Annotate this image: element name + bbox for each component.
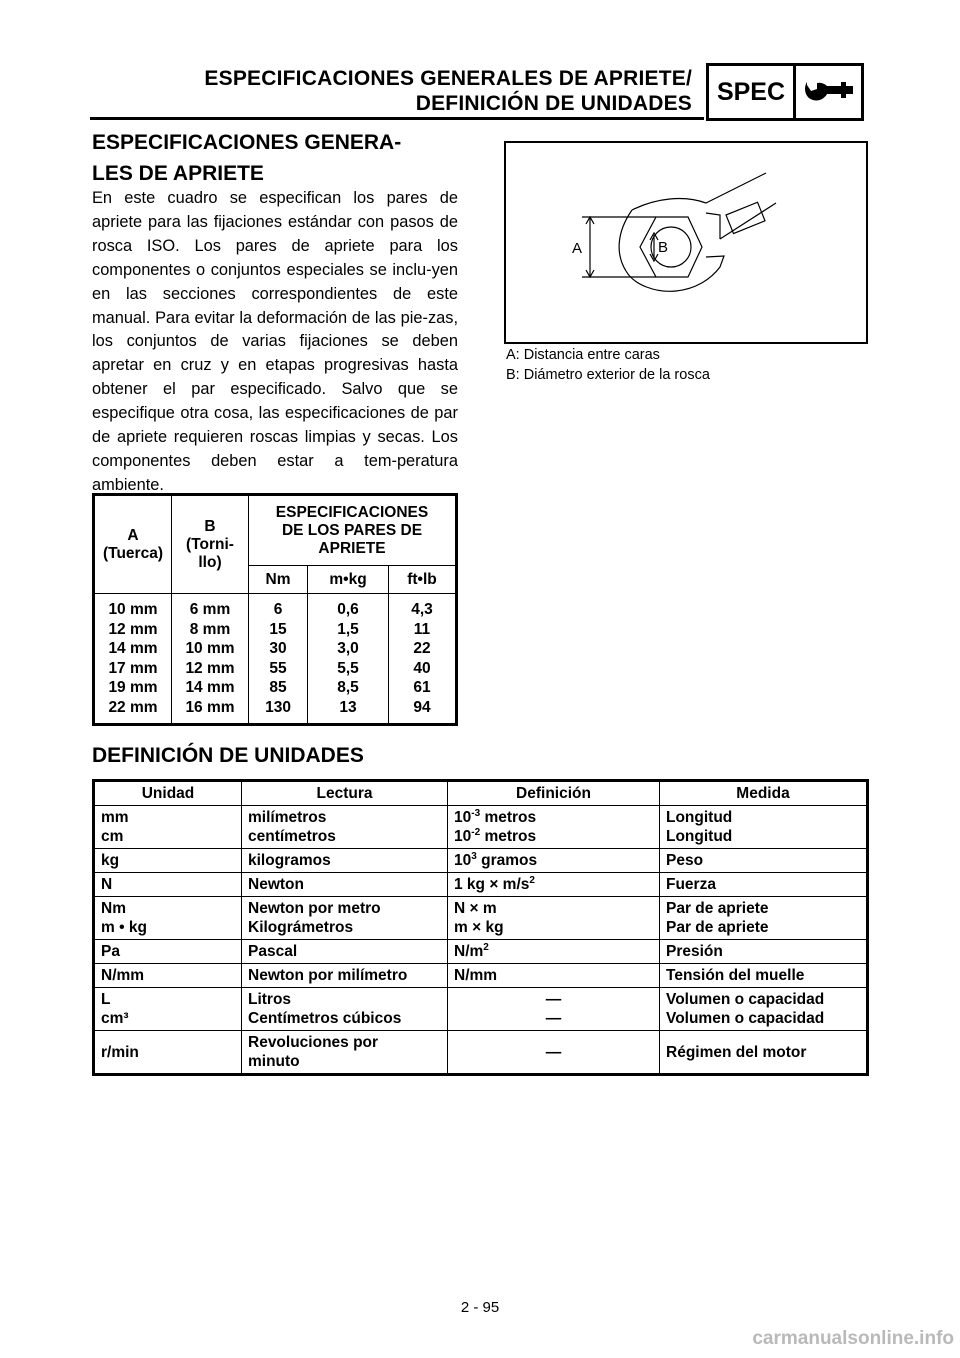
cell-text: 10 <box>454 809 472 826</box>
units-table <box>92 779 869 1076</box>
table-cell: Presión <box>660 940 868 964</box>
table-cell <box>448 873 660 897</box>
table-cell: — <box>448 1031 660 1075</box>
table-cell: 16 mm <box>185 698 235 716</box>
figure-label-b: B <box>658 239 669 256</box>
table-cell <box>94 988 242 1031</box>
table-cell: 22 mm <box>108 698 158 716</box>
table-cell: 12 mm <box>108 620 158 638</box>
table-row <box>94 897 868 940</box>
figure-label-a: A <box>572 240 583 257</box>
cell-line: N × m <box>454 900 497 917</box>
table-cell: 10 mm <box>185 640 235 657</box>
col-a-values <box>94 594 172 725</box>
cell-line: L <box>101 991 111 1008</box>
table-cell <box>660 806 868 849</box>
wrench-icon <box>796 66 861 118</box>
table-cell: 12 mm <box>185 659 235 677</box>
table-cell: kilogramos <box>242 849 448 873</box>
table-cell: 130 <box>265 698 291 716</box>
table-cell: 1,5 <box>337 620 359 638</box>
table-cell: Newton por milímetro <box>242 964 448 988</box>
group-header-line3: APRIETE <box>318 539 386 557</box>
units-header-definicion: Definición <box>448 781 660 806</box>
table-cell: 5,5 <box>337 659 359 677</box>
table-cell: 30 <box>269 640 287 657</box>
superscript: -3 <box>471 807 481 819</box>
table-cell: 22 <box>413 640 431 657</box>
cell-text: N/m <box>454 943 484 960</box>
table-cell: 8,5 <box>337 679 359 696</box>
table-cell: 14 mm <box>108 640 158 657</box>
cell-line: Revoluciones por <box>248 1034 379 1051</box>
cell-line: Volumen o capacidad <box>666 991 825 1008</box>
table-row <box>94 940 868 964</box>
table-cell: 13 <box>339 698 357 716</box>
units-header-medida: Medida <box>660 781 868 806</box>
page-number: 2 - 95 <box>460 1299 500 1316</box>
table-cell: 6 mm <box>189 601 231 618</box>
col-ftlb-values <box>388 594 456 725</box>
cell-text: 1 kg × m/s <box>454 876 530 893</box>
torque-header-b <box>172 495 249 594</box>
table-row <box>94 1031 868 1075</box>
group-header-line2: DE LOS PARES DE <box>281 521 423 539</box>
cell-line: mm <box>101 809 129 826</box>
spec-label: SPEC <box>709 66 796 118</box>
table-cell: 6 <box>273 601 283 618</box>
table-cell <box>242 897 448 940</box>
unit-header-mkg: m•kg <box>308 566 389 594</box>
torque-header-a <box>94 495 172 594</box>
table-cell: N/mm <box>448 964 660 988</box>
cell-line: cm³ <box>101 1010 129 1027</box>
table-cell: 11 <box>413 620 431 638</box>
header-a-line2: (Tuerca) <box>102 544 163 562</box>
units-header-lectura: Lectura <box>242 781 448 806</box>
cell-line: Par de apriete <box>666 919 769 936</box>
table-cell <box>448 849 660 873</box>
unit-header-nm: Nm <box>249 566 308 594</box>
col-b-values <box>172 594 249 725</box>
table-cell: Newton <box>242 873 448 897</box>
superscript: 2 <box>529 874 535 886</box>
table-row <box>94 873 868 897</box>
table-cell: N/mm <box>94 964 242 988</box>
unit-header-ftlb: ft•lb <box>388 566 456 594</box>
cell-line: — <box>545 1010 562 1027</box>
cell-line: cm <box>101 828 124 845</box>
superscript: 2 <box>483 941 489 953</box>
table-cell: 15 <box>269 620 287 638</box>
table-cell: Pa <box>94 940 242 964</box>
superscript: 3 <box>471 850 477 862</box>
table-cell: r/min <box>94 1031 242 1075</box>
figure-legend-a: A: Distancia entre caras <box>506 347 660 363</box>
figure-legend-b: B: Diámetro exterior de la rosca <box>506 367 710 383</box>
header-rule <box>90 117 704 120</box>
table-cell: 19 mm <box>108 679 158 696</box>
table-cell: 40 <box>413 659 431 677</box>
table-cell: 8 mm <box>189 620 231 638</box>
cell-text: metros <box>480 809 537 826</box>
table-cell: N <box>94 873 242 897</box>
table-row <box>94 849 868 873</box>
table-cell <box>660 988 868 1031</box>
cell-line: Longitud <box>666 809 733 826</box>
cell-line: milímetros <box>248 809 327 826</box>
cell-line: Volumen o capacidad <box>666 1010 825 1027</box>
table-cell: 85 <box>269 679 287 696</box>
section-heading-torque <box>92 127 401 189</box>
cell-line: m × kg <box>454 919 504 936</box>
header-b-line2: (Torni- <box>186 535 234 553</box>
torque-group-header <box>249 495 457 566</box>
cell-line: Nm <box>101 900 126 917</box>
table-cell: 94 <box>413 698 431 716</box>
col-nm-values <box>249 594 308 725</box>
table-cell: 10 mm <box>108 601 158 618</box>
cell-line <box>454 808 653 827</box>
table-cell: Peso <box>660 849 868 873</box>
table-cell <box>242 988 448 1031</box>
table-cell <box>242 806 448 849</box>
wrench-figure <box>504 141 868 344</box>
table-cell <box>448 988 660 1031</box>
group-header-line1: ESPECIFICACIONES <box>275 503 429 521</box>
table-cell: 0,6 <box>337 601 359 618</box>
header-title-line1: ESPECIFICACIONES GENERALES DE APRIETE/ <box>204 67 692 90</box>
header-a-line1: A <box>127 526 139 544</box>
table-cell: Fuerza <box>660 873 868 897</box>
cell-line: Litros <box>248 991 292 1008</box>
table-row <box>94 964 868 988</box>
table-cell <box>448 940 660 964</box>
table-row <box>94 988 868 1031</box>
table-cell <box>448 897 660 940</box>
wrench-diagram <box>506 143 866 342</box>
spec-badge <box>706 63 864 121</box>
cell-line: Longitud <box>666 828 733 845</box>
header-b-line3: llo) <box>198 553 222 571</box>
torque-table <box>92 493 458 726</box>
cell-line: Centímetros cúbicos <box>248 1010 402 1027</box>
cell-text: metros <box>480 828 537 845</box>
table-cell: kg <box>94 849 242 873</box>
table-cell <box>448 806 660 849</box>
cell-line <box>454 827 653 846</box>
table-cell: 3,0 <box>337 640 359 657</box>
heading-line1: ESPECIFICACIONES GENERA- <box>92 131 402 154</box>
table-cell <box>242 1031 448 1075</box>
cell-text: gramos <box>476 852 538 869</box>
table-cell <box>660 897 868 940</box>
intro-paragraph: En este cuadro se especifican los pares de apriete para las fijaciones estándar con pasos de rosca ISO. Los pares de apriete para los componentes o conjuntos especiales se inclu-yen en las secciones correspondientes de este manual. Para evitar la deformación de las pie-zas, los conjuntos de varias fijaciones se deben apretar en cruz y en etapas progresivas hasta obtener el par especificado. Salvo que se especifique otra cosa, las especificaciones de par de apriete requieren roscas limpias y secas. Los componentes deben estar a tem-peratura ambiente. <box>92 189 458 494</box>
table-cell: 55 <box>269 659 287 677</box>
watermark: carmanualsonline.info <box>752 1328 954 1349</box>
cell-line: centímetros <box>248 828 336 845</box>
table-cell <box>94 897 242 940</box>
cell-line: Newton por metro <box>248 900 381 917</box>
units-header-unidad: Unidad <box>94 781 242 806</box>
cell-text: 10 <box>454 852 472 869</box>
header-b-line1: B <box>204 517 216 535</box>
table-cell: 14 mm <box>185 679 235 696</box>
superscript: -2 <box>471 826 481 838</box>
table-cell: Pascal <box>242 940 448 964</box>
section-heading-units: DEFINICIÓN DE UNIDADES <box>92 744 364 767</box>
cell-line: m • kg <box>101 919 147 936</box>
cell-line: — <box>545 991 562 1008</box>
header-title-line2: DEFINICIÓN DE UNIDADES <box>415 92 692 115</box>
table-cell: 17 mm <box>108 659 158 677</box>
col-mkg-values <box>308 594 389 725</box>
cell-line: Par de apriete <box>666 900 769 917</box>
heading-line2: LES DE APRIETE <box>92 162 264 185</box>
table-cell: Régimen del motor <box>660 1031 868 1075</box>
table-cell <box>94 806 242 849</box>
table-cell: 4,3 <box>411 601 433 618</box>
table-cell: 61 <box>413 679 431 696</box>
cell-line: minuto <box>248 1053 300 1070</box>
table-cell: Tensión del muelle <box>660 964 868 988</box>
cell-line: Kilográmetros <box>248 919 354 936</box>
page-header-title <box>204 66 692 116</box>
table-row <box>94 806 868 849</box>
cell-text: 10 <box>454 828 472 845</box>
